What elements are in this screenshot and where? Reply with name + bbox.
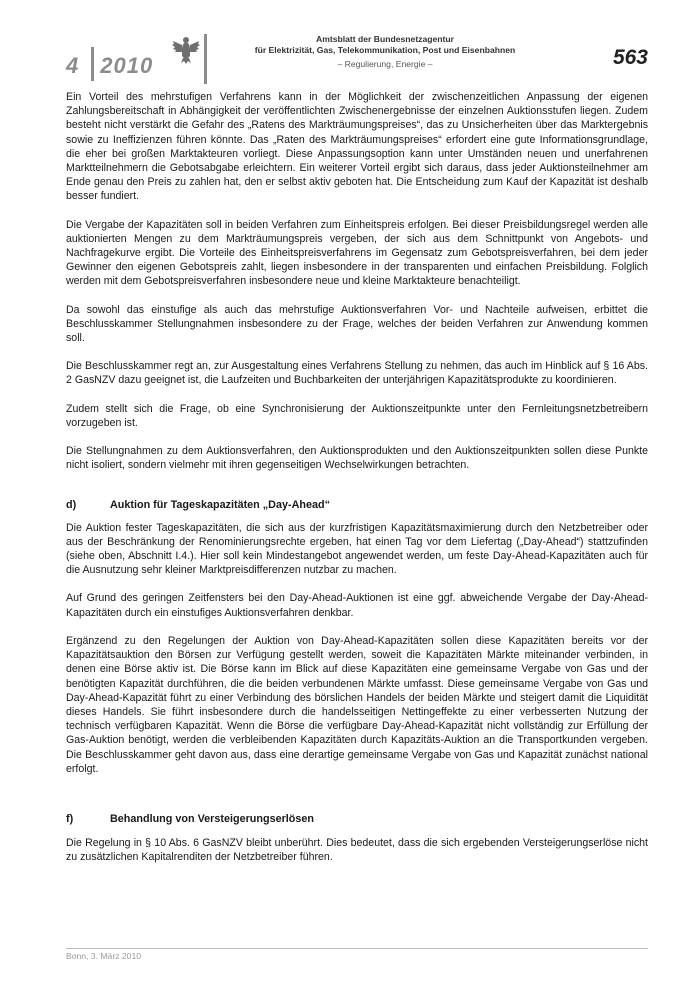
paragraph: Die Vergabe der Kapazitäten soll in beiden Verfahren zum Einheitspreis erfolgen. Bei dieser Preisbildungsregel werden alle auktionierten Mengen zu dem Markträumungspreis vergeben, der sich aus dem Schnittpunkt von Angebots- und Nachfragekurve ergibt. Die Vorteile des Einheitspreisverfahrens im Gegensatz zum Gebotspreisverfahren, bei dem jeder Gewinner den eigenen Gebotspreis zahlt, liegen insbesondere in der transparenten und einfachen Preisbildung. Folglich werden mit dem Gebotspreisverfahren insbesondere neue und kleine Marktakteure benachteiligt. xyxy=(66,218,648,288)
header-divider xyxy=(204,34,207,84)
page-header xyxy=(0,0,700,90)
issue-label xyxy=(66,47,153,81)
paragraph: Zudem stellt sich die Frage, ob eine Synchronisierung der Auktionszeitpunkte unter den Fernleitungsnetzbetreibern vorzugeben ist. xyxy=(66,402,648,429)
document-body xyxy=(66,90,648,879)
page-number: 563 xyxy=(612,46,648,69)
paragraph: Ergänzend zu den Regelungen der Auktion von Day-Ahead-Kapazitäten sollen diese Kapazitäten bereits vor der Kapazitätsauktion den Börsen zur Verfügung gestellt werden, soweit die Kapazitäten Märkte miteinander verbinden, in denen eine Börse aktiv ist. Die Börse kann im Blick auf diese Kapazitäten eine gemeinsame Vergabe von Gas und der benötigten Kapazität durchführen, die die beiden verbundenen Märkte umfasst. Diese gemeinsame Vergabe von Gas und Day-Ahead-Kapazität führt zu einer Verbindung des börslichen Handels der beiden Märkte und steigert damit die Liquidität dieses Handels. Sie führt insbesondere durch die handelsseitigen Nettingeffekte zu einer verbesserten Nutzung der technisch verfügbaren Kapazität. Wenn die Börse die verfügbare Day-Ahead-Kapazität nicht vollständig zur Erfüllung der Gas-Auktion benötigt, werden die verbleibenden Kapazitäten durch Kapazitäts-Auktion an die Transportkunden vergeben. Die Beschlusskammer geht davon aus, dass eine derartige gemeinsame Vergabe von Gas und Kapazität zunächst national erfolgt. xyxy=(66,634,648,775)
paragraph: Die Beschlusskammer regt an, zur Ausgestaltung eines Verfahrens Stellung zu nehmen, das auch im Hinblick auf § 16 Abs. 2 GasNZV dazu geeignet ist, die Laufzeiten und Buchbarkeiten der unterjährigen Kapazitätsprodukte zu koordinieren. xyxy=(66,360,648,387)
paragraph: Die Auktion fester Tageskapazitäten, die sich aus der kurzfristigen Kapazitätsmaximierung durch den Netzbetreiber oder aus der Beschränkung der Renominierungsrechte ergeben, hat einen Tag vor dem Liefertag („Day-Ahead“) stattzufinden (siehe oben, Abschnitt I.4.). Hier soll kein Mindestangebot angewendet werden, um feste Day-Ahead-Kapazitäten auch für die Ausnutzung sehr kleiner Marktpreisdifferenzen nutzbar zu machen. xyxy=(66,521,648,577)
footer-place-date: Bonn, 3. März 2010 xyxy=(66,951,142,961)
paragraph: Ein Vorteil des mehrstufigen Verfahrens kann in der Möglichkeit der zwischenzeitlichen Anpassung der eigenen Zahlungsbereitschaft in Abhängigkeit der veröffentlichten Zwischenergebnisse der einzelnen Auktionsstufen liegen. Zudem besteht nicht verstärkt die Gefahr des „Ratens des Markträumungspreises“, das zu Unsicherheiten über das Marktergebnis sowie zu Ineffizienzen führen könnte. Das „Raten des Markträumungspreises“ erfordert eine gute Informationsgrundlage, die eher bei großen Marktakteuren vorliegt. Diese Anpassungsoption kann unter Umständen neuen und unerfahrenen Marktteilnehmern die Gebotsabgabe erleichtern. Ein weiterer Vorteil ergibt sich daraus, dass jeder Auktionsteilnehmer am Ende genau den Preis zu zahlen hat, den er selbst aktiv geboten hat. Die Entscheidung zum Kauf der Kapazität ist deshalb besser fundiert. xyxy=(66,91,648,203)
issue-separator xyxy=(91,47,94,81)
publisher-line-1: Amtsblatt der Bundesnetzagentur xyxy=(316,34,454,44)
section-f-number: f) xyxy=(66,812,74,825)
issue-year: 2010 xyxy=(100,53,154,78)
section-d-heading xyxy=(66,498,648,512)
section-f-title: Behandlung von Versteigerungserlösen xyxy=(110,812,314,825)
section-label: – Regulierung, Energie – xyxy=(337,59,433,69)
masthead xyxy=(235,34,535,70)
publisher-line-2: für Elektrizität, Gas, Telekommunikation, Post und Eisenbahnen xyxy=(254,44,516,55)
paragraph: Die Regelung in § 10 Abs. 6 GasNZV bleibt unberührt. Dies bedeutet, dass die sich ergebenden Versteigerungserlöse nicht zu zusätzlichen Kapitalrenditen der Netzbetreiber führen. xyxy=(66,837,648,864)
section-d-title: Auktion für Tageskapazitäten „Day-Ahead“ xyxy=(110,499,330,512)
footer-divider xyxy=(66,948,648,949)
section-f-heading xyxy=(66,812,648,826)
paragraph: Auf Grund des geringen Zeitfensters bei den Day-Ahead-Auktionen ist eine ggf. abweichende Vergabe der Day-Ahead-Kapazitäten durch ein einstufiges Auktionsverfahren denkbar. xyxy=(66,592,648,619)
section-d-number: d) xyxy=(66,499,77,512)
paragraph: Da sowohl das einstufige als auch das mehrstufige Auktionsverfahren Vor- und Nachteile aufweisen, erbittet die Beschlusskammer Stellungnahmen insbesondere zu der Frage, welches der beiden Verfahren zur Anwendung kommen soll. xyxy=(66,303,648,345)
paragraph: Die Stellungnahmen zu dem Auktionsverfahren, den Auktionsprodukten und den Auktionszeitpunkten sollen diese Punkte nicht isoliert, sondern vielmehr mit ihren gegenseitigen Wechselwirkungen betrachten. xyxy=(66,445,648,472)
federal-eagle-icon xyxy=(170,33,202,65)
issue-number: 4 xyxy=(66,53,80,78)
